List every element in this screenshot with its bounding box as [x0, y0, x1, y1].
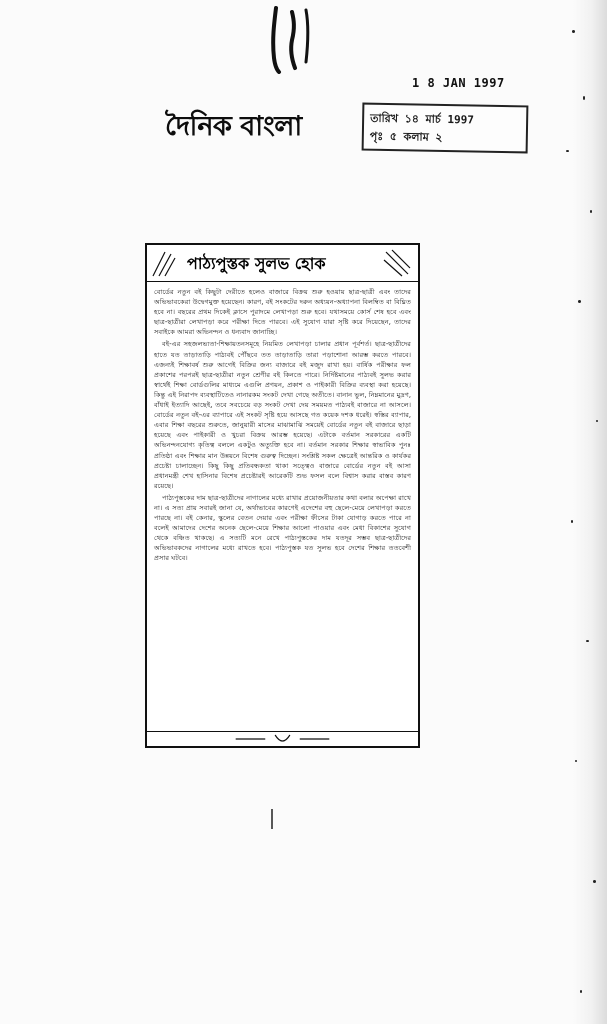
bottom-ornament-icon	[147, 731, 418, 746]
scan-speck	[575, 760, 577, 762]
headline-ornament-icon	[151, 248, 185, 278]
scan-speck	[583, 96, 585, 100]
scan-speck	[586, 640, 589, 642]
article-paragraph: বই-এর সহজলভ্যতা-শিক্ষায়তনসমূহে নিয়মিত লেখাপড়া চালার প্রধান পূর্বশর্ত। ছাত্র-ছাত্রীদের হাতে যত তাড়াতাড়ি পাঠ্যবই পৌঁছবে তত তাড়াতাড়ি তারা পড়াশোনা আরম্ভ করতে পারবে। এজন্যই শিক্ষাবর্ষ শুরু আগেই বিক্রির জন্য বাজারে বই মজুদ রাখা হয়। বার্ষিক পরীক্ষার ফল প্রকাশের পরপরই ছাত্র-ছাত্রীরা নতুন শ্রেণীর বই কিনতে পারে। নির্দিষ্টমানের পাঠ্যবই সুলভ করার স্বার্থেই শিক্ষা বোর্ডগুলির মাধ্যমে এগুলি প্রণয়ন, প্রকাশ ও পাইকারী বিক্রির ব্যবস্থা করা হয়েছে। কিন্তু এই নিরাপদ ব্যবস্থাটিতেও নানারকম সংকট দেখা গেছে অতীতে। বানান ভুল, নিম্নমানের মুদ্রণ, বাঁধাই ইত্যাদি আছেই, তবে সবচেয়ে বড় সংকট দেখা দেয় সময়মত পাঠ্যবই বাজারে না আসলে। বোর্ডের নতুন বই-এর ব্যাপারে এই সংকট সৃষ্টি হয়ে আসছে গত কয়েক দশক ধরেই। স্বস্তির ব্যাপার, এবার শিক্ষা বছরের শুরুতে, জানুয়ারী মাসের মাঝামাঝি সময়েই বোর্ডের নতুন বই বাজারে ছাড়া হয়েছে এবং পাইকারী ও খুচরা বিক্রয় আরম্ভ হয়েছে। এটাকে বর্তমান সরকারের একটি অভিনন্দনযোগ্য কৃতিত্ব বললে একটুও অত্যুক্তি হবে না। বর্তমান সরকার শিক্ষার স্বাভাবিক পুনঃ প্রতিষ্ঠা এবং শিক্ষার মান উন্নয়নে বিশেষ গুরুত্ব দিচ্ছেন। সংশ্লিষ্ট সকল ক্ষেত্রেই আন্তরিক ও কার্যকর প্রচেষ্টা চালাচ্ছেন। কিছু কিছু প্রতিবন্ধকতা থাকা সত্ত্বেও বাজারে বোর্ডের নতুন বই আসা প্রধানমন্ত্রী শেখ হাসিনার বিশেষ প্রচেষ্টারই আরেকটি শুভ ফসল বলে বিশ্বাস করার বাস্তব কারণ রয়েছে।	[154, 340, 411, 490]
newspaper-masthead: দৈনিক বাংলা	[165, 111, 302, 142]
receipt-stamp-page-column: পৃঃ ৫ কলাম ২	[369, 129, 443, 144]
headline-ornament-icon	[382, 248, 412, 278]
date-stamp: 1 8 JAN 1997	[412, 76, 505, 90]
receipt-stamp	[362, 103, 529, 154]
article-paragraph: বোর্ডের নতুন বই কিছুটা দেরীতে হলেও বাজারে বিক্রয় শুরু হওয়ায় ছাত্র-ছাত্রী এবং তাদের অভিভাবকেরা উদ্বেগমুক্ত হয়েছেন। কারণ, বই সংকটের দরুন অধ্যয়ন-অধ্যাপনা বিলম্বিত বা বিঘ্নিত হবে না। বছরের প্রথম দিকেই ক্লাসে পুরাদমে লেখাপড়া শুরু হবে। যথাসময়ে কোর্স শেষ হবে এবং ছাত্র-ছাত্রীরা লেখাপড়া করে পরীক্ষা দিতে পারবে। এই সুযোগ যারা সৃষ্টি করে দিয়েছেন, তাদের সবাইকে আমরা অভিনন্দন ও ধন্যবাদ জানাচ্ছি।	[154, 288, 411, 337]
receipt-stamp-date: তারিখ ১৪ মার্চ 1997	[370, 111, 474, 127]
handwritten-number	[262, 6, 324, 74]
scan-speck	[571, 520, 573, 523]
headline-box	[147, 245, 418, 282]
scan-speck	[572, 30, 575, 33]
article-paragraph: পাঠ্যপুস্তকের দাম ছাত্র-ছাত্রীদের নাগালের মধ্যে রাখার প্রয়োজনীয়তার কথা বলার অপেক্ষা রাখে না। এ সত্য প্রায় সবারই জানা যে, অর্থাভাবের কারণেই এদেশের বহু ছেলে-মেয়ে লেখাপড়া করতে পারছে না। বই কেনার, স্কুলের বেতন দেয়ার এবং পরীক্ষা ফীসের টাকা যোগাড় করতে পারে না বলেই আমাদের দেশের অনেক ছেলে-মেয়ে শিক্ষার আলো পাওয়ার এবং মেধা বিকাশের সুযোগ থেকে বঞ্চিত থাকছে। এ সত্যটি মনে রেখে পাঠ্যপুস্তকের দাম যতদূর সম্ভব ছাত্র-ছাত্রীদের অভিভাবকদের নাগালের মধ্যে রাখতে হবে। পাঠ্যপুস্তক যত সুলভ হবে দেশের শিক্ষার ততবেশী প্রসার ঘটবে।	[154, 493, 411, 563]
stray-pen-mark	[270, 808, 274, 830]
newspaper-clipping	[145, 243, 420, 748]
scan-speck	[593, 880, 596, 883]
article-headline: পাঠ্যপুস্তক সুলভ হোক	[187, 254, 326, 273]
scan-speck	[566, 150, 569, 152]
scan-speck	[580, 990, 582, 993]
article-body	[147, 282, 418, 564]
page-edge-shadow	[573, 0, 607, 1024]
scan-speck	[590, 210, 592, 213]
scan-speck	[578, 300, 581, 303]
scan-speck	[596, 420, 598, 422]
